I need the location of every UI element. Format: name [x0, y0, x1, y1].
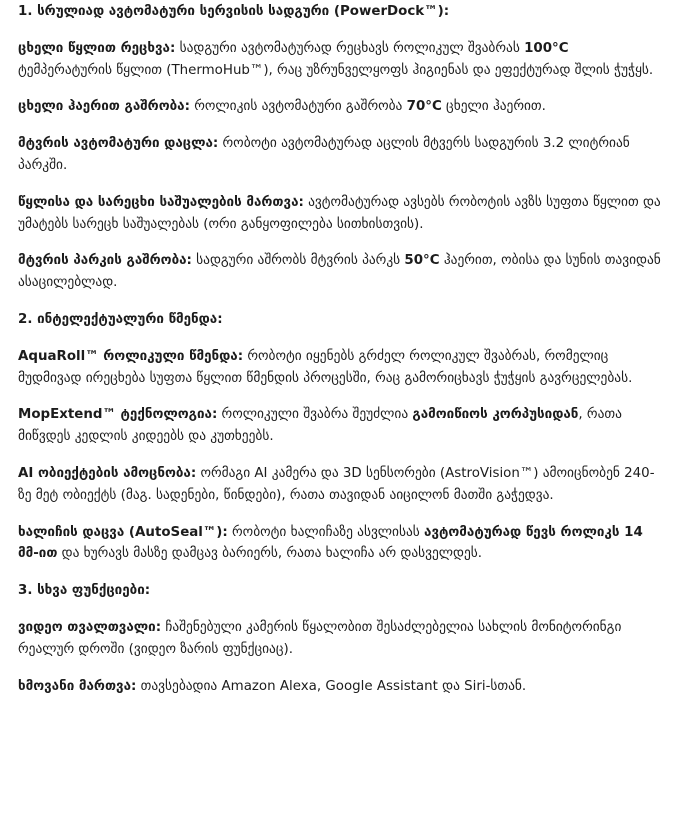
feature-paragraph [18, 133, 662, 177]
section-heading: 3. სხვა ფუნქციები: [18, 583, 151, 599]
section-heading: 2. ინტელექტუალური წმენდა: [18, 311, 223, 327]
feature-term: AI ობიექტების ამოცნობა: [18, 465, 197, 481]
feature-text: ჩაშენებული კამერის წყალობით შესაძლებელია სახლის მონიტორინგი რეალურ დროში (ვიდეო ზარის ფუნქციაც). [18, 619, 622, 657]
feature-text: რობოტი იყენებს გრძელ როლიკულ შვაბრას, რომელიც მუდმივად ირეცხება სუფთა წყლით წმენდის პროცესში, რაც გამორიცხავს ჭუჭყის გავრცელებას. [18, 348, 633, 386]
feature-text: როლიკული შვაბრა შეუძლია [217, 407, 413, 423]
feature-paragraph [18, 522, 662, 566]
feature-highlight: გამოიწიოს კორპუსიდან [412, 407, 579, 423]
feature-text: , რათა მიწვდეს კედლის კიდეებს და კუთხეებს. [18, 407, 622, 445]
feature-text: ავტომატურად ავსებს რობოტის ავზს სუფთა წყლით და უმატებს სარეცხ საშუალებას (ორი განყოფილება სითხისთვის). [18, 194, 661, 232]
feature-text: ორმაგი AI კამერა და 3D სენსორები (AstroVision™) ამოიცნობენ 240-ზე მეტ ობიექტს (მაგ. სადენები, წინდები), რათა თავიდან აიცილონ მათში გაჭედვა. [18, 465, 655, 503]
feature-highlight: 100°C [524, 40, 569, 56]
feature-text: რობოტი ავტომატურად აცლის მტვერს სადგურის 3.2 ლიტრიან პარკში. [18, 136, 630, 173]
feature-paragraph [18, 346, 662, 390]
feature-paragraph [18, 96, 662, 118]
feature-highlight: ავტომატურად წევს როლიკს 14 მმ-ით [18, 524, 643, 562]
feature-paragraph [18, 617, 662, 661]
section-heading: 1. სრულიად ავტომატური სერვისის სადგური (PowerDock™): [18, 4, 450, 19]
feature-text: სადგური აშრობს მტვრის პარკს [191, 253, 405, 269]
feature-text: თავსებადია Amazon Alexa, Google Assistant და Siri-სთან. [136, 678, 527, 694]
feature-text: ცხელი ჰაერით. [441, 99, 546, 115]
feature-term: მტვრის ავტომატური დაცლა: [18, 136, 219, 152]
feature-paragraph [18, 38, 662, 82]
feature-text: სადგური ავტომატურად რეცხავს როლიკულ შვაბრას [175, 40, 525, 56]
feature-text: ტემპერატურის წყლით (ThermoHub™), რაც უზრუნველყოფს ჰიგიენას და ეფექტურად შლის ჭუჭყს. [18, 62, 654, 78]
feature-text: რობოტი ხალიჩაზე ასვლისას [227, 524, 425, 540]
feature-term: მტვრის პარკის გაშრობა: [18, 253, 192, 269]
feature-term: ხმოვანი მართვა: [18, 678, 137, 694]
feature-paragraph [18, 250, 662, 294]
feature-highlight: 50°C [404, 253, 440, 269]
feature-term: წყლისა და სარეცხი საშუალების მართვა: [18, 194, 304, 210]
feature-term: ვიდეო თვალთვალი: [18, 619, 162, 635]
feature-term: AquaRoll™ როლიკული წმენდა: [18, 348, 244, 364]
feature-paragraph [18, 404, 662, 448]
feature-term: ხალიჩის დაცვა (AutoSeal™): [18, 524, 228, 540]
feature-term: MopExtend™ ტექნოლოგია: [18, 407, 218, 423]
feature-text: როლიკის ავტომატური გაშრობა [189, 99, 407, 115]
feature-paragraph [18, 676, 662, 698]
feature-highlight: 70°C [406, 99, 442, 115]
feature-text: ჰაერით, ობისა და სუნის თავიდან ასაცილებლად. [18, 253, 661, 291]
document-body [18, 1, 662, 697]
feature-text: და ხურავს მასზე დამცავ ბარიერს, რათა ხალიჩა არ დასველდეს. [57, 546, 483, 562]
feature-term: ცხელი წყლით რეცხვა: [18, 40, 176, 56]
feature-paragraph [18, 192, 662, 236]
feature-paragraph [18, 463, 662, 507]
feature-term: ცხელი ჰაერით გაშრობა: [18, 99, 190, 115]
